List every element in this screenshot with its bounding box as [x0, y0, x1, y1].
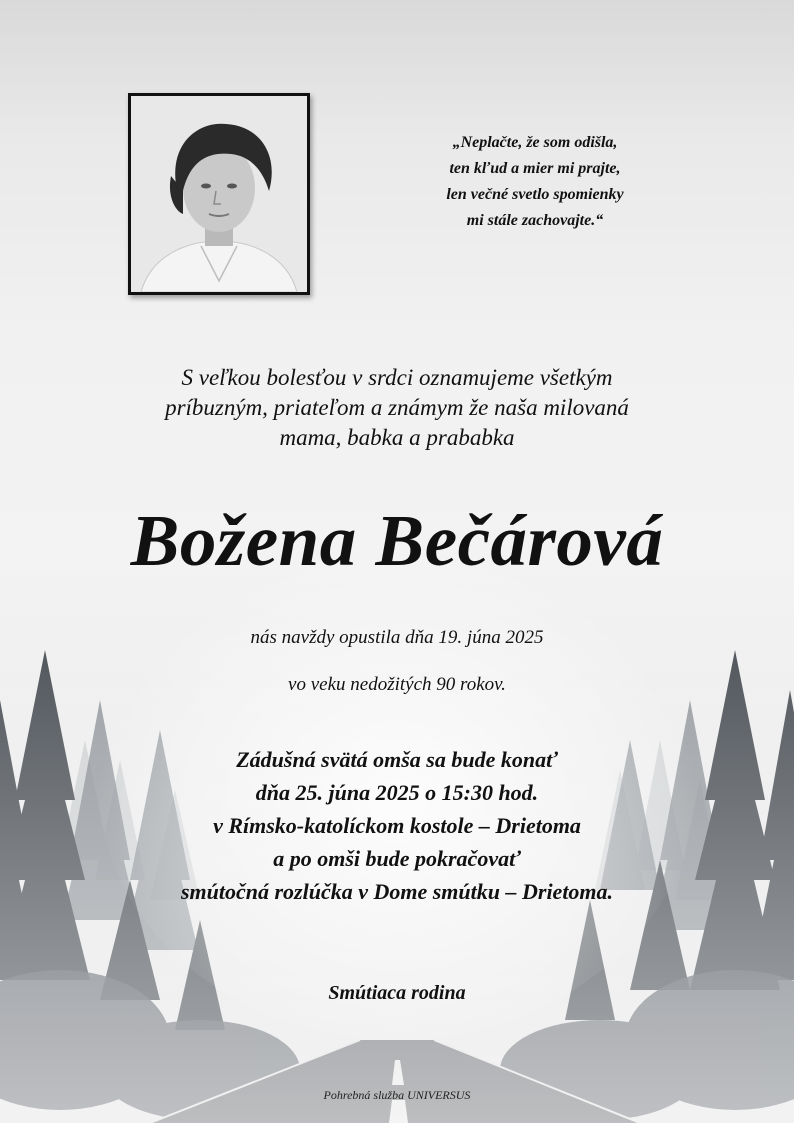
quote-line: „Neplačte, že som odišla,	[452, 134, 618, 151]
ceremony-line: Zádušná svätá omša sa bude konať	[236, 747, 558, 772]
funeral-service-credit: Pohrebná služba UNIVERSUS	[323, 1088, 471, 1102]
intro-line: príbuzným, priateľom a známym že naša milovaná	[165, 395, 629, 420]
quote-line: ten kľud a mier mi prajte,	[449, 160, 621, 177]
death-age-line: vo veku nedožitých 90 rokov.	[288, 674, 506, 695]
deceased-name: Božena Bečárová	[130, 500, 664, 581]
quote-line: mi stále zachovajte.“	[466, 212, 604, 229]
ceremony-line: dňa 25. júna 2025 o 15:30 hod.	[255, 780, 539, 805]
portrait-image	[131, 96, 307, 292]
portrait-photo	[128, 93, 310, 295]
memorial-quote	[390, 130, 680, 234]
quote-line: len večné svetlo spomienky	[446, 186, 624, 203]
ceremony-line: smútočná rozlúčka v Dome smútku – Drietoma.	[180, 879, 614, 904]
funeral-details	[60, 743, 734, 908]
intro-line: S veľkou bolesťou v srdci oznamujeme všetkým	[181, 365, 613, 390]
announcement-intro	[60, 363, 734, 453]
family-signature: Smútiaca rodina	[328, 982, 466, 1004]
intro-line: mama, babka a prababka	[279, 425, 515, 450]
death-date-line: nás navždy opustila dňa 19. júna 2025	[250, 627, 544, 648]
ceremony-line: v Rímsko-katolíckom kostole – Drietoma	[213, 813, 581, 838]
ceremony-line: a po omši bude pokračovať	[273, 846, 521, 871]
